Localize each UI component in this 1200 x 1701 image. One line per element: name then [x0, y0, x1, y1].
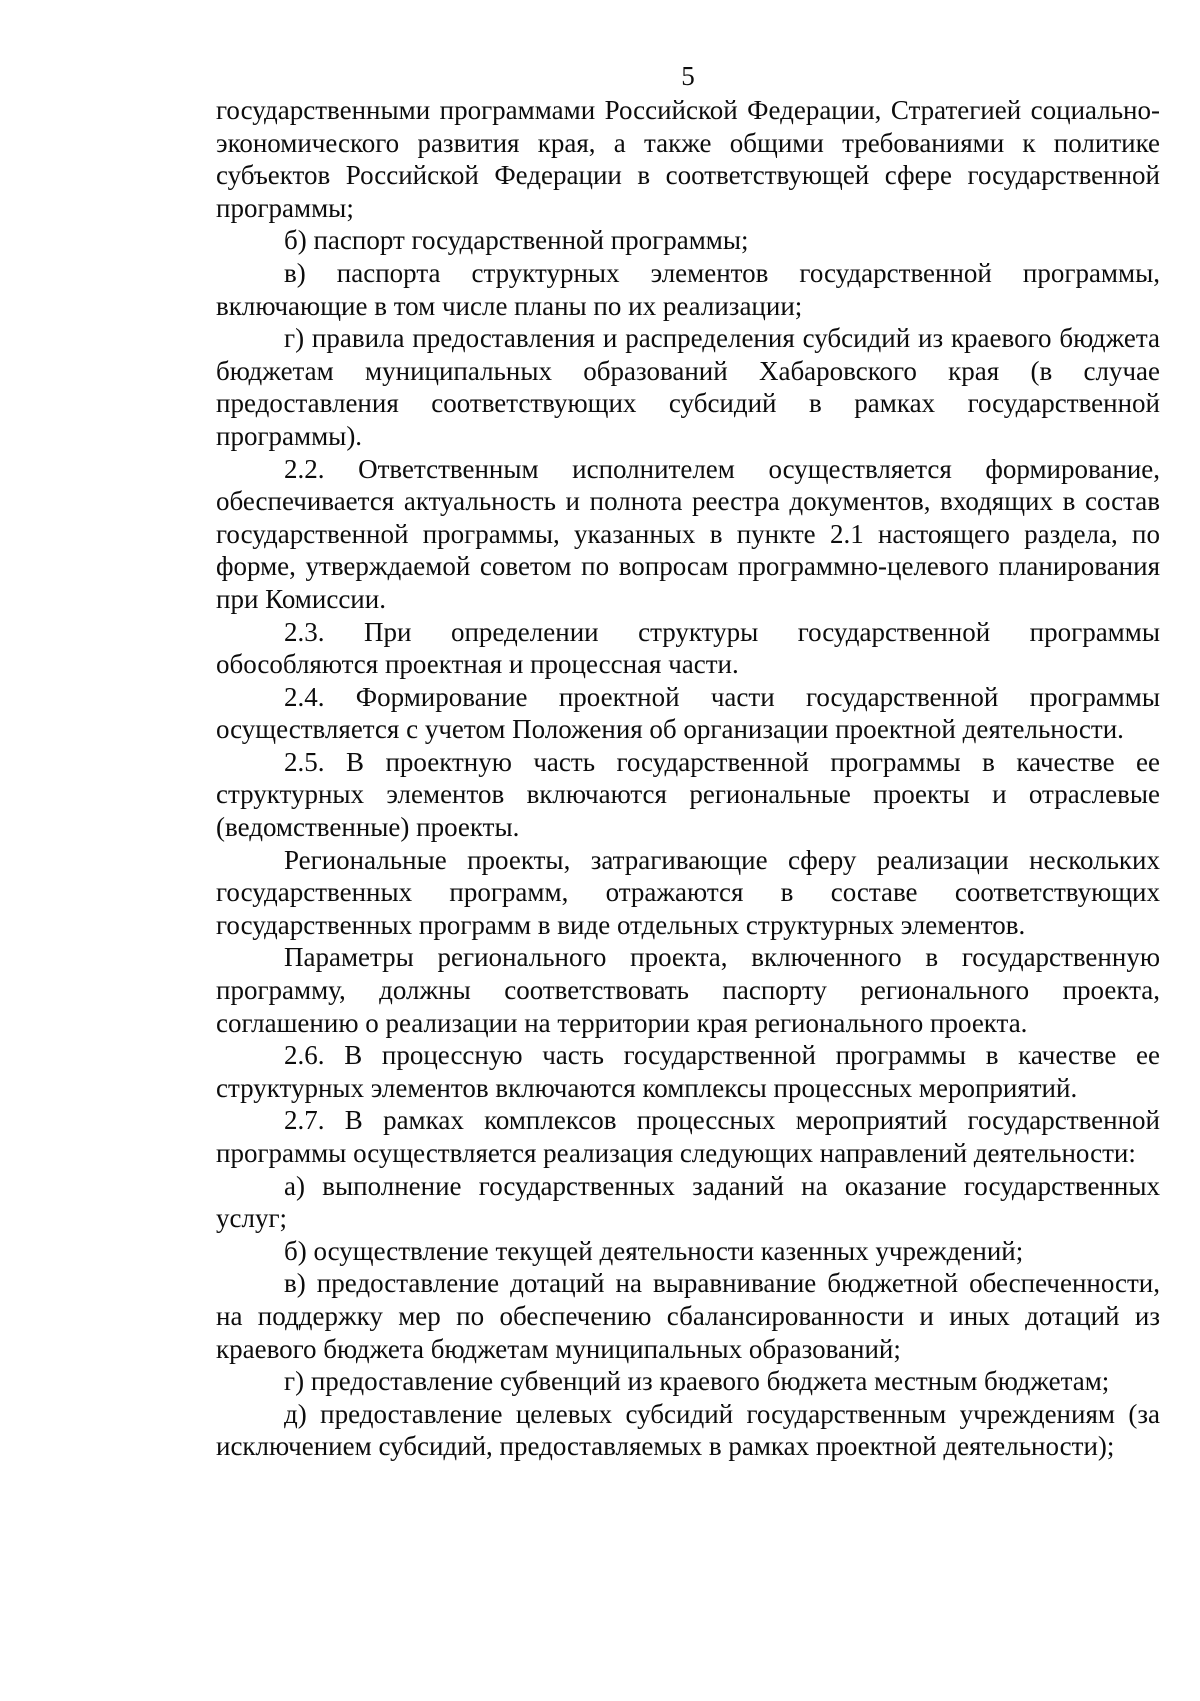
paragraph: б) осуществление текущей деятельности казенных учреждений;	[284, 1235, 1024, 1266]
paragraph: 2.4. Формирование проектной части государственной программы осуществляется с учетом Положения об организации проектной деятельности.	[216, 681, 1160, 745]
paragraph: 2.5. В проектную часть государственной программы в качестве ее структурных элементов включаются региональные проекты и отраслевые (ведомственные) проекты.	[216, 746, 1160, 843]
paragraph: государственными программами Российской Федерации, Стратегией социально-экономического развития края, а также общими требованиями к политике субъектов Российской Федерации в соответствующей сфере государственной программы;	[216, 95, 1160, 223]
paragraph: 2.3. При определении структуры государственной программы обособляются проектная и процессная части.	[216, 616, 1160, 680]
page-number: 5	[681, 61, 695, 91]
document-page	[216, 62, 1160, 1463]
paragraph: г) правила предоставления и распределения субсидий из краевого бюджета бюджетам муниципальных образований Хабаровского края (в случае предоставления соответствующих субсидий в рамках государственной программы).	[216, 323, 1160, 451]
paragraph: б) паспорт государственной программы;	[284, 225, 749, 256]
paragraph: д) предоставление целевых субсидий государственным учреждениям (за исключением субсидий, предоставляемых в рамках проектной деятельности);	[216, 1398, 1160, 1462]
paragraph: 2.7. В рамках комплексов процессных мероприятий государственной программы осуществляется реализация следующих направлений деятельности:	[216, 1105, 1160, 1168]
paragraph: в) паспорта структурных элементов государственной программы, включающие в том числе планы по их реализации;	[216, 257, 1160, 321]
paragraph: Параметры регионального проекта, включенного в государственную программу, должны соответствовать паспорту регионального проекта, соглашению о реализации на территории края регионального проекта.	[216, 942, 1160, 1038]
document-body	[216, 94, 1160, 1463]
paragraph: Региональные проекты, затрагивающие сферу реализации нескольких государственных программ, отражаются в составе соответствующих государственных программ в виде отдельных структурных элементов.	[216, 844, 1160, 940]
paragraph: г) предоставление субвенций из краевого бюджета местным бюджетам;	[284, 1366, 1110, 1397]
paragraph: 2.6. В процессную часть государственной программы в качестве ее структурных элементов включаются комплексы процессных мероприятий.	[216, 1040, 1160, 1103]
paragraph: в) предоставление дотаций на выравнивание бюджетной обеспеченности, на поддержку мер по обеспечению сбалансированности и иных дотаций из краевого бюджета бюджетам муниципальных образований;	[216, 1268, 1160, 1364]
paragraph: 2.2. Ответственным исполнителем осуществляется формирование, обеспечивается актуальность и полнота реестра документов, входящих в состав государственной программы, указанных в пункте 2.1 настоящего раздела, по форме, утверждаемой советом по вопросам программно-целевого планирования при Комиссии.	[216, 453, 1160, 614]
paragraph: а) выполнение государственных заданий на оказание государственных услуг;	[216, 1170, 1160, 1234]
